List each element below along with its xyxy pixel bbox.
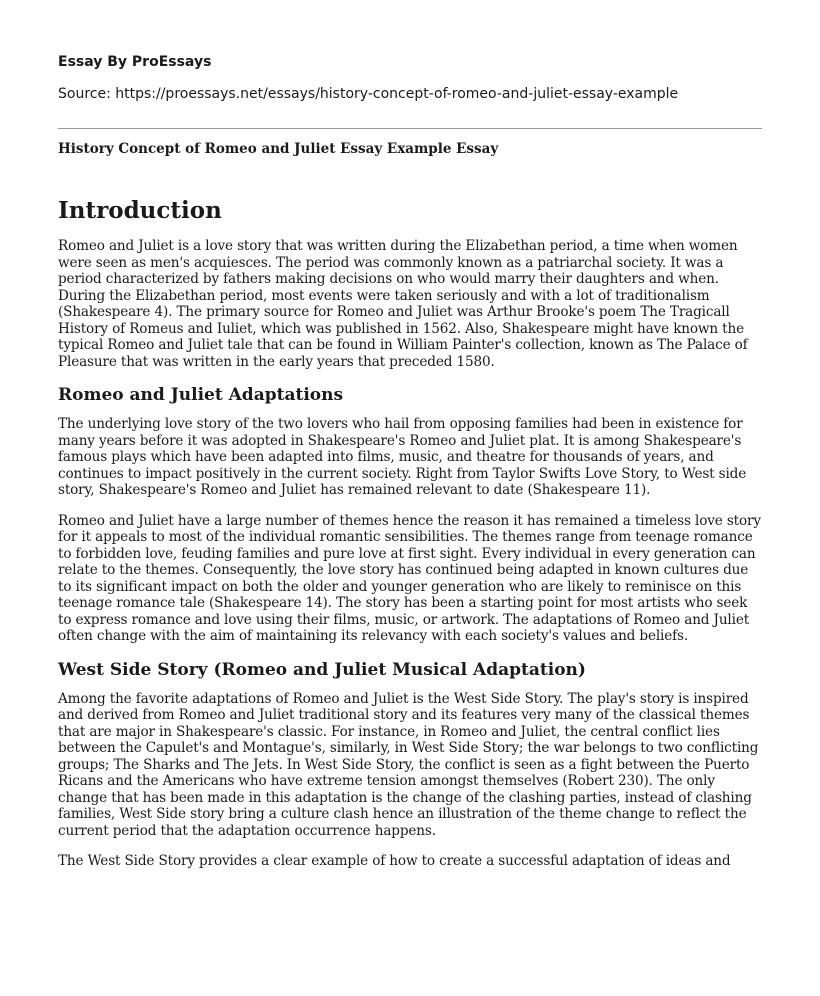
source-line: Source: https://proessays.net/essays/history-concept-of-romeo-and-juliet-essay-example <box>58 86 679 102</box>
paragraph: The underlying love story of the two lovers who hail from opposing families had been in existence for many years before it was adopted in Shakespeare's Romeo and Juliet plat. It is among Shakespeare's famous plays which have been adapted into films, music, and theatre for thousands of years, and continues to impact positively in the current society. Right from Taylor Swifts Love Story, to West side story, Shakespeare's Romeo and Juliet has remained relevant to date (Shakespeare 11). <box>58 416 747 498</box>
section-heading-west-side-story: West Side Story (Romeo and Juliet Musical Adaptation) <box>58 659 586 680</box>
essay-body <box>58 196 762 884</box>
paragraph: Romeo and Juliet is a love story that was written during the Elizabethan period, a time when women were seen as men's acquiesces. The period was commonly known as a patriarchal society. It was a period characterized by fathers making decisions on who would marry their daughters and when. During the Elizabethan period, most events were taken seriously and with a lot of traditionalism (Shakespeare 4). The primary source for Romeo and Juliet was Arthur Brooke's poem The Tragicall History of Romeus and Iuliet, which was published in 1562. Also, Shakespeare might have known the typical Romeo and Juliet tale that can be found in William Painter's collection, known as The Palace of Pleasure that was written in the early years that preceded 1580. <box>58 238 748 370</box>
section-heading-adaptations: Romeo and Juliet Adaptations <box>58 385 344 405</box>
paragraph: Romeo and Juliet have a large number of themes hence the reason it has remained a timeless love story for it appeals to most of the individual romantic sensibilities. The themes range from teenage romance to forbidden love, feuding families and pure love at first sight. Every individual in every generation can relate to the themes. Consequently, the love story has continued being adapted in known cultures due to its significant impact on both the older and younger generation who are likely to reminisce on this teenage romance tale (Shakespeare 14). The story has been a starting point for most artists who seek to express romance and love using their films, music, or artwork. The adaptations of Romeo and Juliet often change with the aim of maintaining its relevancy with each society's values and beliefs. <box>58 512 761 644</box>
document-title: History Concept of Romeo and Juliet Essay Example Essay <box>58 141 499 157</box>
site-title: Essay By ProEssays <box>58 54 212 70</box>
paragraph: The West Side Story provides a clear example of how to create a successful adaptation of ideas and <box>58 853 731 869</box>
section-heading-introduction: Introduction <box>58 197 222 224</box>
header-divider <box>58 128 762 129</box>
paragraph: Among the favorite adaptations of Romeo and Juliet is the West Side Story. The play's story is inspired and derived from Romeo and Juliet traditional story and its features very many of the classical themes that are major in Shakespeare's classic. For instance, in Romeo and Juliet, the central conflict lies between the Capulet's and Montague's, similarly, in West Side Story; the war belongs to two conflicting groups; The Sharks and The Jets. In West Side Story, the conflict is seen as a fight between the Puerto Ricans and the Americans who have extreme tension amongst themselves (Robert 230). The only change that has been made in this adaptation is the change of the clashing parties, instead of clashing families, West Side story bring a culture clash hence an illustration of the theme change to reflect the current period that the adaptation occurrence happens. <box>58 690 759 839</box>
